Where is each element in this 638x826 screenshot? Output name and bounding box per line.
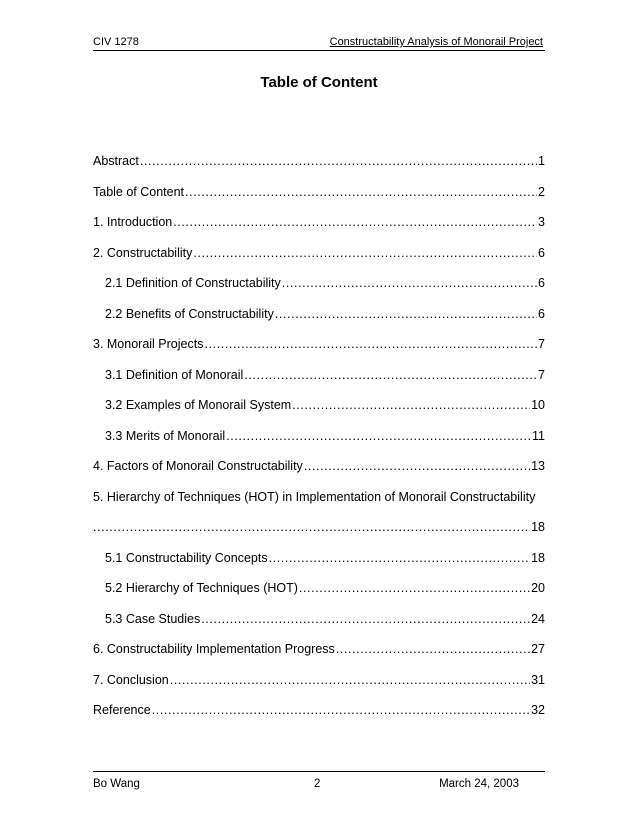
toc-entry bbox=[93, 490, 545, 521]
toc-entry bbox=[93, 551, 545, 582]
toc-entry-page: 10 bbox=[531, 398, 545, 412]
toc-entry-label: 6. Constructability Implementation Progress bbox=[93, 642, 335, 656]
toc-entry-page: 11 bbox=[532, 428, 545, 443]
table-of-contents bbox=[93, 154, 545, 734]
toc-leader-dots bbox=[299, 581, 530, 595]
toc-entry-page: 6 bbox=[538, 276, 545, 290]
toc-entry bbox=[93, 642, 545, 673]
toc-entry-page: 31 bbox=[531, 672, 545, 687]
toc-entry-label: 5.1 Constructability Concepts bbox=[105, 550, 268, 565]
toc-entry-label: 7. Conclusion bbox=[93, 672, 169, 687]
toc-leader-dots bbox=[193, 246, 537, 260]
toc-entry-label: 5. Hierarchy of Techniques (HOT) in Implementation of Monorail Constructability bbox=[93, 489, 536, 504]
toc-leader-dots bbox=[152, 703, 530, 717]
page-number: 2 bbox=[314, 778, 321, 790]
toc-entry-page: 7 bbox=[538, 337, 545, 351]
toc-leader-dots bbox=[170, 673, 530, 687]
toc-leader-dots bbox=[204, 337, 537, 351]
toc-leader-dots bbox=[226, 429, 531, 443]
course-code: CIV 1278 bbox=[93, 36, 139, 48]
toc-entry bbox=[93, 185, 545, 216]
page-title: Table of Content bbox=[260, 74, 378, 91]
toc-entry bbox=[93, 398, 545, 429]
toc-entry-page: 6 bbox=[538, 245, 545, 260]
toc-entry-page: 6 bbox=[538, 306, 545, 321]
document-title: Constructability Analysis of Monorail Project bbox=[329, 36, 543, 48]
toc-leader-dots bbox=[173, 215, 537, 229]
toc-entry-page: 13 bbox=[531, 459, 545, 473]
page-footer bbox=[93, 771, 545, 802]
toc-entry bbox=[93, 368, 545, 399]
toc-entry bbox=[93, 673, 545, 704]
author-name: Bo Wang bbox=[93, 778, 140, 790]
toc-leader-dots bbox=[140, 154, 537, 168]
toc-entry-label: 5.3 Case Studies bbox=[105, 611, 201, 626]
toc-entry bbox=[93, 154, 545, 185]
toc-entry-page: 18 bbox=[531, 550, 545, 565]
toc-leader-dots bbox=[244, 368, 537, 382]
toc-leader-dots bbox=[292, 398, 530, 412]
toc-entry-label: 4. Factors of Monorail Constructability bbox=[93, 459, 303, 473]
toc-entry-page: 18 bbox=[531, 520, 545, 534]
toc-entry-page: 27 bbox=[531, 642, 545, 656]
toc-entry-page: 32 bbox=[531, 703, 545, 717]
toc-entry-label: Abstract bbox=[93, 154, 139, 168]
toc-entry-page: 24 bbox=[531, 611, 545, 626]
toc-entry-label: 3.2 Examples of Monorail System bbox=[105, 398, 292, 412]
toc-entry-label: 2.2 Benefits of Constructability bbox=[105, 306, 274, 321]
toc-entry-label: 3.1 Definition of Monorail bbox=[105, 367, 244, 382]
toc-entry bbox=[93, 581, 545, 612]
toc-entry bbox=[93, 703, 545, 734]
document-date: March 24, 2003 bbox=[439, 778, 519, 790]
toc-entry bbox=[93, 429, 545, 460]
toc-entry bbox=[93, 215, 545, 246]
toc-entry-label: 3. Monorail Projects bbox=[93, 337, 204, 351]
toc-entry-label: Table of Content bbox=[93, 184, 185, 199]
toc-entry bbox=[93, 337, 545, 368]
toc-entry-label: Reference bbox=[93, 703, 151, 717]
toc-leader-dots bbox=[275, 307, 537, 321]
toc-entry-continuation bbox=[93, 520, 545, 551]
page-header bbox=[93, 35, 545, 51]
toc-leader-dots bbox=[93, 520, 530, 534]
toc-leader-dots bbox=[201, 612, 530, 626]
toc-entry-page: 1 bbox=[538, 154, 545, 168]
toc-leader-dots bbox=[185, 185, 537, 199]
toc-entry-label: 3.3 Merits of Monorail bbox=[105, 428, 226, 443]
toc-entry-label: 5.2 Hierarchy of Techniques (HOT) bbox=[105, 581, 298, 595]
toc-entry-label: 1. Introduction bbox=[93, 215, 173, 229]
toc-entry bbox=[93, 246, 545, 277]
toc-leader-dots bbox=[269, 551, 531, 565]
toc-entry bbox=[93, 612, 545, 643]
toc-entry-label: 2.1 Definition of Constructability bbox=[105, 276, 281, 290]
toc-leader-dots bbox=[304, 459, 530, 473]
toc-entry bbox=[93, 307, 545, 338]
toc-entry-page: 7 bbox=[538, 367, 545, 382]
toc-entry bbox=[93, 459, 545, 490]
toc-entry-page: 3 bbox=[538, 215, 545, 229]
toc-entry bbox=[93, 276, 545, 307]
toc-entry-label: 2. Constructability bbox=[93, 245, 193, 260]
toc-leader-dots bbox=[282, 276, 537, 290]
toc-entry-page: 20 bbox=[531, 581, 545, 595]
toc-leader-dots bbox=[336, 642, 530, 656]
toc-entry-page: 2 bbox=[538, 184, 545, 199]
